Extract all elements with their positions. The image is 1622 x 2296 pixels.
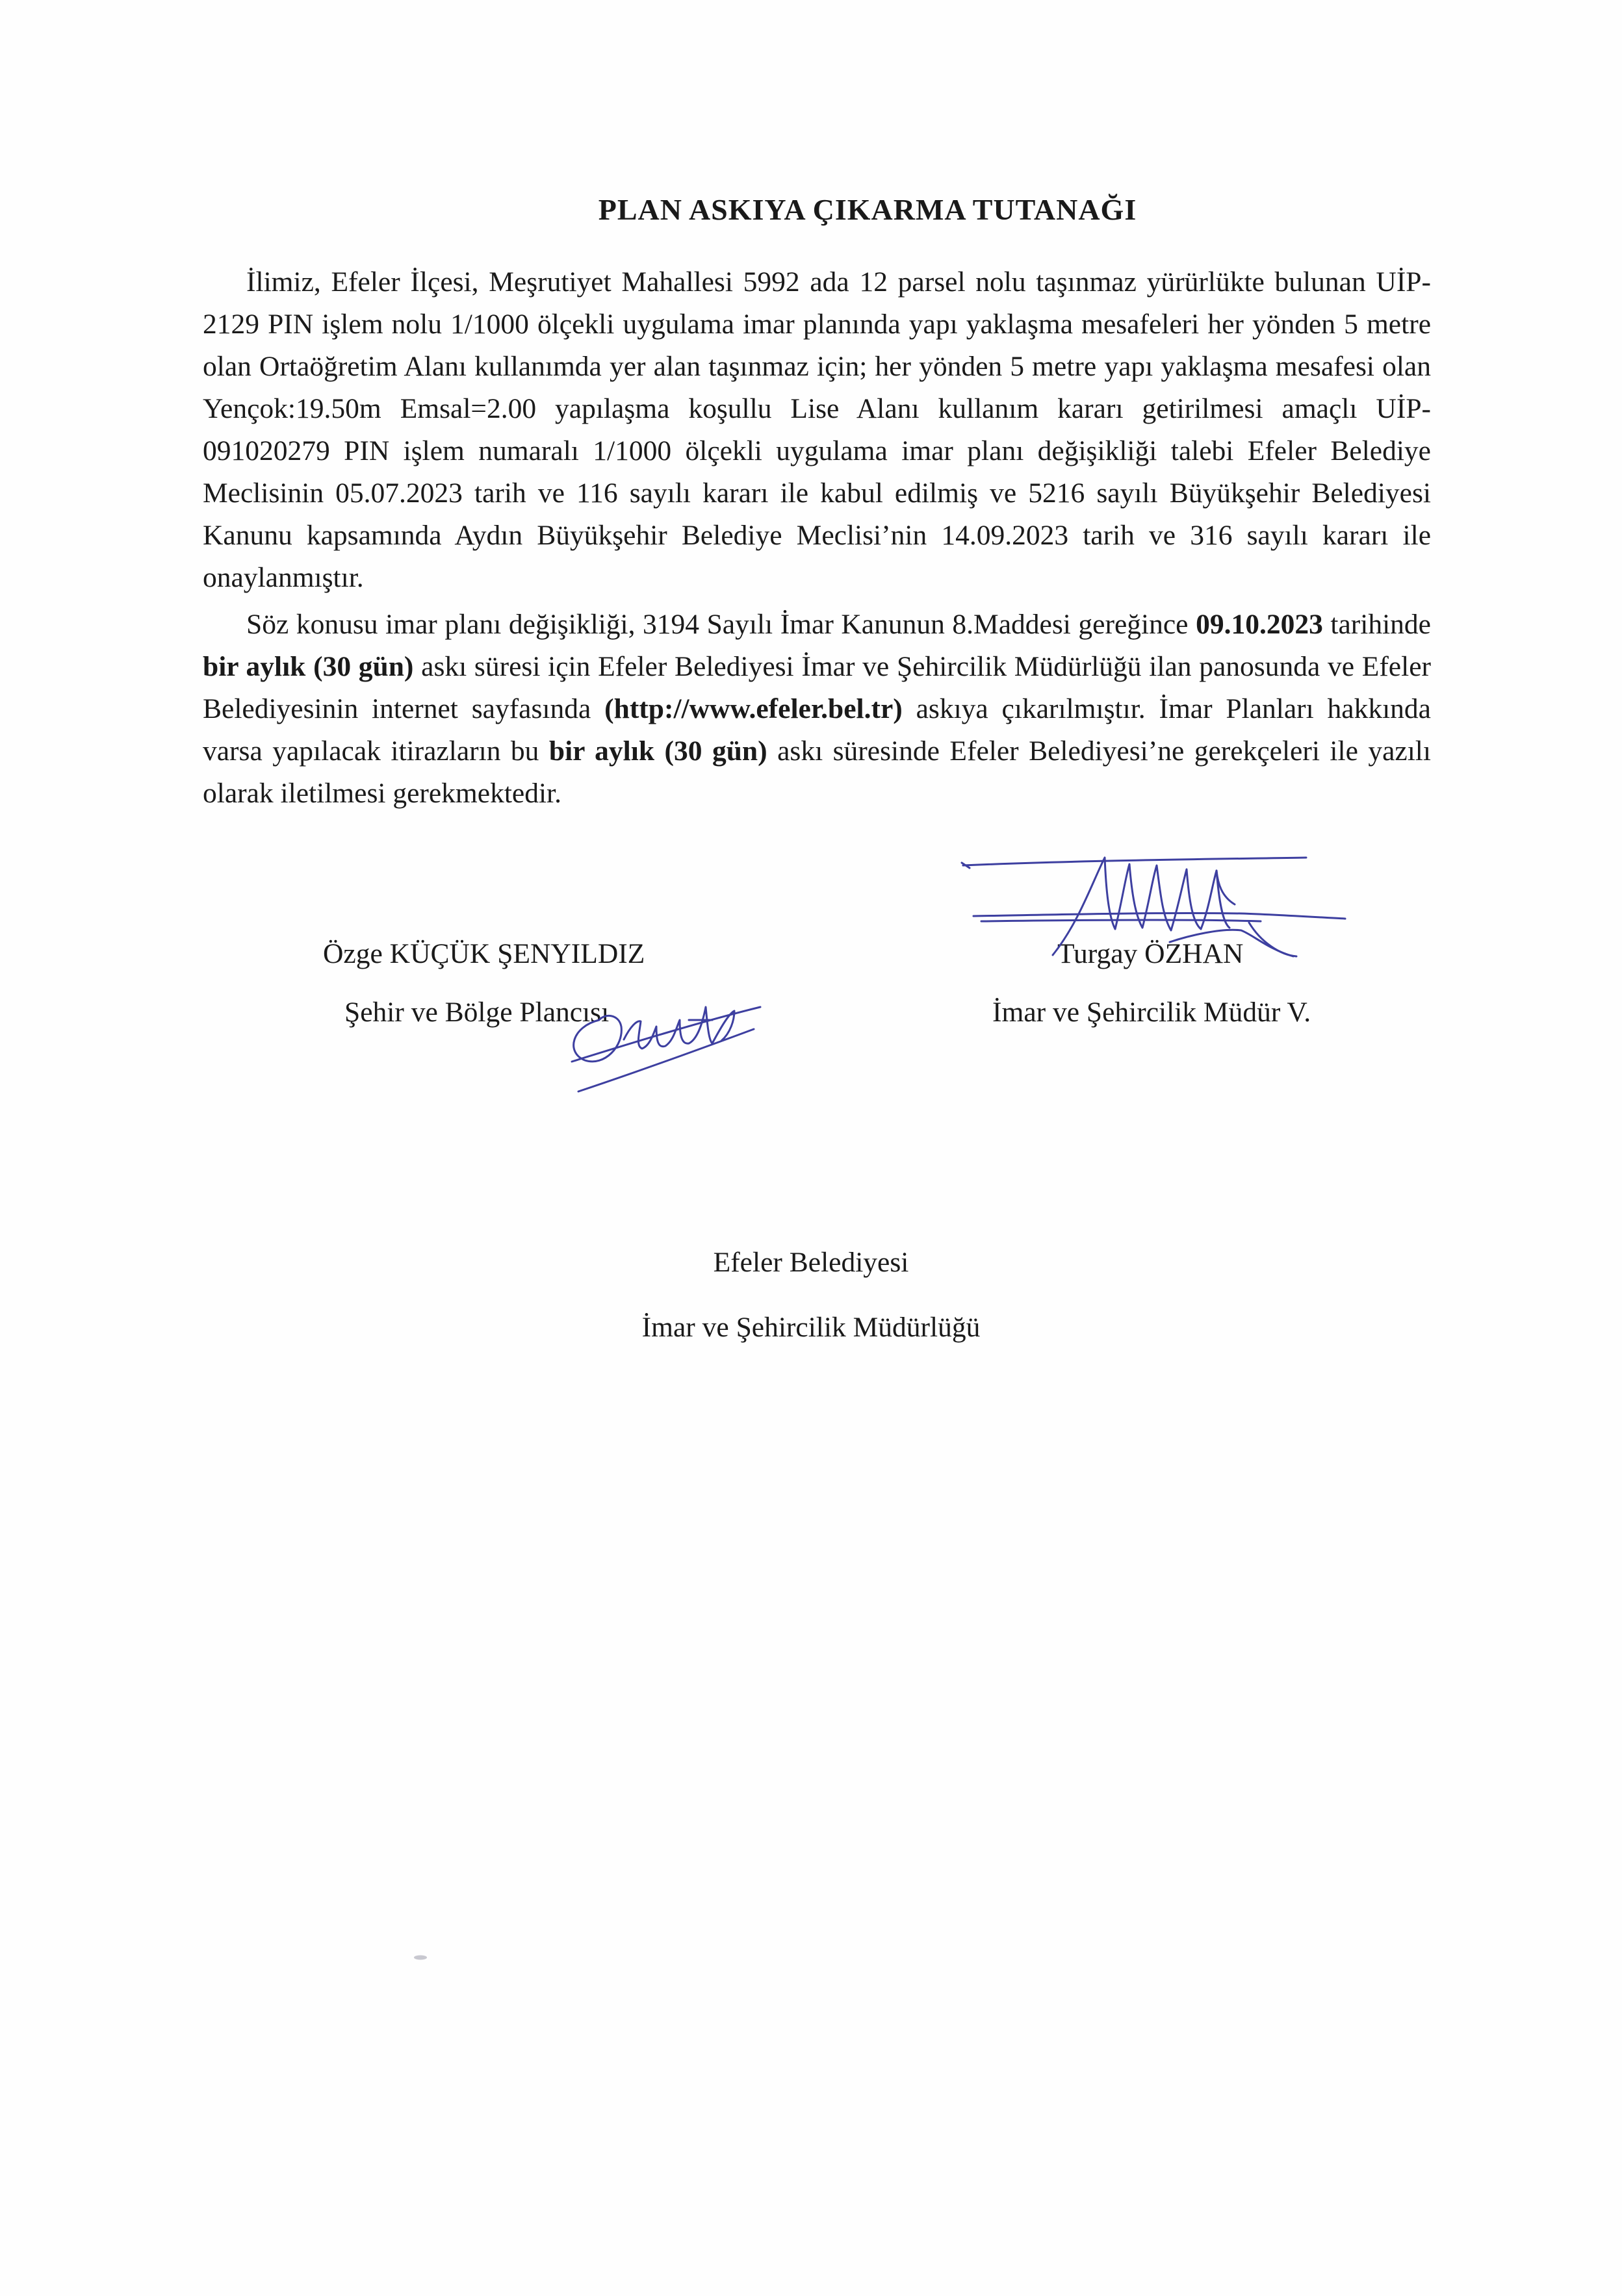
paragraph-text: tarihinde <box>1322 609 1431 640</box>
paragraph-text: askıya çıkarılmıştır. İmar Planları hakkında varsa yapılacak itirazların bu <box>203 693 1431 767</box>
document-title: PLAN ASKIYA ÇIKARMA TUTANAĞI <box>598 193 1137 226</box>
right-handwritten-signature <box>955 845 1371 1014</box>
right-signatory-title: İmar ve Şehircilik Müdür V. <box>992 997 1311 1028</box>
paragraph-text: askı süresinde Efeler Belediyesi’ne gerekçeleri ile yazılı olarak iletilmesi gerekmektedir. <box>203 735 1431 809</box>
announcement-period: bir aylık (30 gün) <box>203 651 414 682</box>
paragraph-plan-decision: İlimiz, Efeler İlçesi, Meşrutiyet Mahallesi 5992 ada 12 parsel nolu taşınmaz yürürlükte bulunan UİP-2129 PIN işlem nolu 1/1000 ölçekli uygulama imar planında yapı yaklaşma mesafeleri her yönden 5 metre olan Ortaöğretim Alanı kullanımda yer alan taşınmaz için; her yönden 5 metre yapı yaklaşma mesafesi olan Yençok:19.50m Emsal=2.00 yapılaşma koşullu Lise Alanı kullanım kararı getirilmesi amaçlı UİP-091020279 PIN işlem numaralı 1/1000 ölçekli uygulama imar planı değişikliği talebi Efeler Belediye Meclisinin 05.07.2023 tarih ve 116 sayılı kararı ile kabul edilmiş ve 5216 sayılı Büyükşehir Belediyesi Kanunu kapsamında Aydın Büyükşehir Belediye Meclisi’nin 14.09.2023 tarih ve 316 sayılı kararı ile onaylanmıştır. <box>203 266 1431 593</box>
paragraph-text: askı süresi için Efeler Belediyesi İmar ve Şehircilik Müdürlüğü ilan panosunda ve Efeler Belediyesinin internet sayfasında <box>203 651 1431 724</box>
announcement-date: 09.10.2023 <box>1196 609 1323 640</box>
objection-period: bir aylık (30 gün) <box>548 735 767 767</box>
footer-department: İmar ve Şehircilik Müdürlüğü <box>641 1312 981 1343</box>
scan-smudge <box>413 1954 428 1961</box>
paragraph-text: Söz konusu imar planı değişikliği, 3194 Sayılı İmar Kanunun 8.Maddesi gereğince <box>246 609 1196 640</box>
left-signatory-name: Özge KÜÇÜK ŞENYILDIZ <box>323 938 645 969</box>
left-signatory-title: Şehir ve Bölge Plancısı <box>344 997 610 1028</box>
right-signatory-name: Turgay ÖZHAN <box>1057 938 1244 969</box>
footer-institution: Efeler Belediyesi <box>713 1247 909 1278</box>
website-url: (http://www.efeler.bel.tr) <box>604 693 903 724</box>
paragraph-announcement <box>203 604 1431 815</box>
